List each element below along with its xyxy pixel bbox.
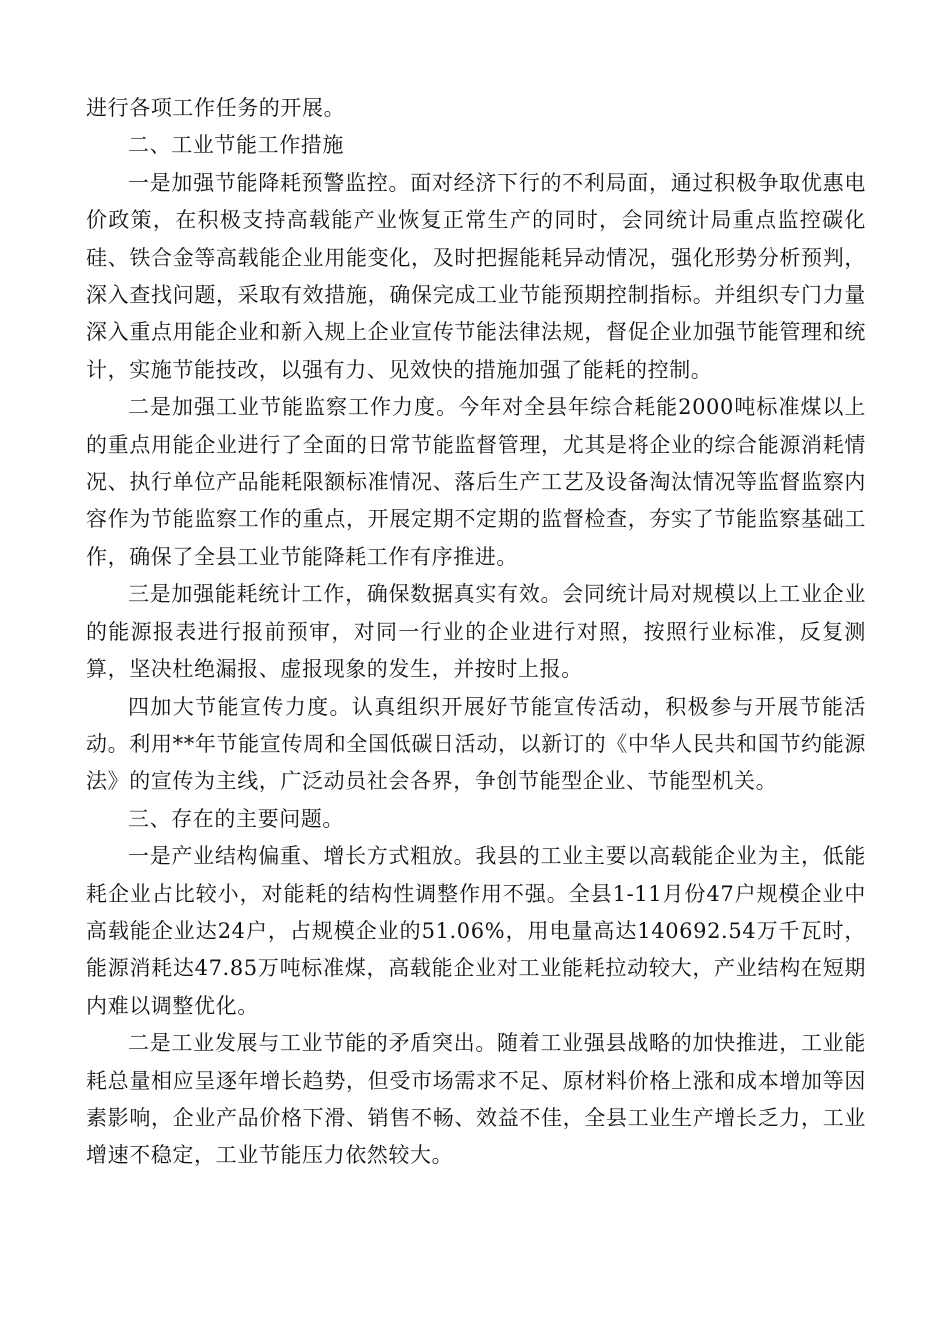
paragraph-publicity: 四加大节能宣传力度。认真组织开展好节能宣传活动，积极参与开展节能活动。利用**年节能宣传周和全国低碳日活动，以新订的《中华人民共和国节约能源法》的宣传为主线，广泛动员社会各界，争创节能型企业、节能型机关。 (86, 694, 866, 794)
paragraph-statistics: 三是加强能耗统计工作，确保数据真实有效。会同统计局对规模以上工业企业的能源报表进行报前预审，对同一行业的企业进行对照，按照行业标准，反复测算，坚决杜绝漏报、虚报现象的发生，并按时上报。 (86, 582, 866, 682)
document-body (86, 90, 866, 1175)
paragraph-continuation: 进行各项工作任务的开展。 (86, 96, 346, 120)
section-heading-problems: 三、存在的主要问题。 (128, 806, 344, 831)
section-heading-measures: 二、工业节能工作措施 (128, 133, 344, 158)
paragraph-development-conflict: 二是工业发展与工业节能的矛盾突出。随着工业强县战略的加快推进，工业能耗总量相应呈逐年增长趋势，但受市场需求不足、原材料价格上涨和成本增加等因素影响，企业产品价格下滑、销售不畅、效益不佳，全县工业生产增长乏力，工业增速不稳定，工业节能压力依然较大。 (86, 1031, 866, 1168)
paragraph-monitoring: 一是加强节能降耗预警监控。面对经济下行的不利局面，通过积极争取优惠电价政策，在积极支持高载能产业恢复正常生产的同时，会同统计局重点监控碳化硅、铁合金等高载能企业用能变化，及时把握能耗异动情况，强化形势分析预判，深入查找问题，采取有效措施，确保完成工业节能预期控制指标。并组织专门力量深入重点用能企业和新入规上企业宣传节能法律法规，督促企业加强节能管理和统计，实施节能技改，以强有力、见效快的措施加强了能耗的控制。 (86, 170, 866, 382)
paragraph-industry-structure: 一是产业结构偏重、增长方式粗放。我县的工业主要以高载能企业为主，低能耗企业占比较小，对能耗的结构性调整作用不强。全县1-11月份47户规模企业中高载能企业达24户，占规模企业的51.06%，用电量高达140692.54万千瓦时，能源消耗达47.85万吨标准煤，高载能企业对工业能耗拉动较大，产业结构在短期内难以调整优化。 (86, 844, 866, 1018)
paragraph-inspection: 二是加强工业节能监察工作力度。今年对全县年综合耗能2000吨标准煤以上的重点用能企业进行了全面的日常节能监督管理，尤其是将企业的综合能源消耗情况、执行单位产品能耗限额标准情况、落后生产工艺及设备淘汰情况等监督监察内容作为节能监察工作的重点，开展定期不定期的监督检查，夯实了节能监察基础工作，确保了全县工业节能降耗工作有序推进。 (86, 395, 866, 569)
